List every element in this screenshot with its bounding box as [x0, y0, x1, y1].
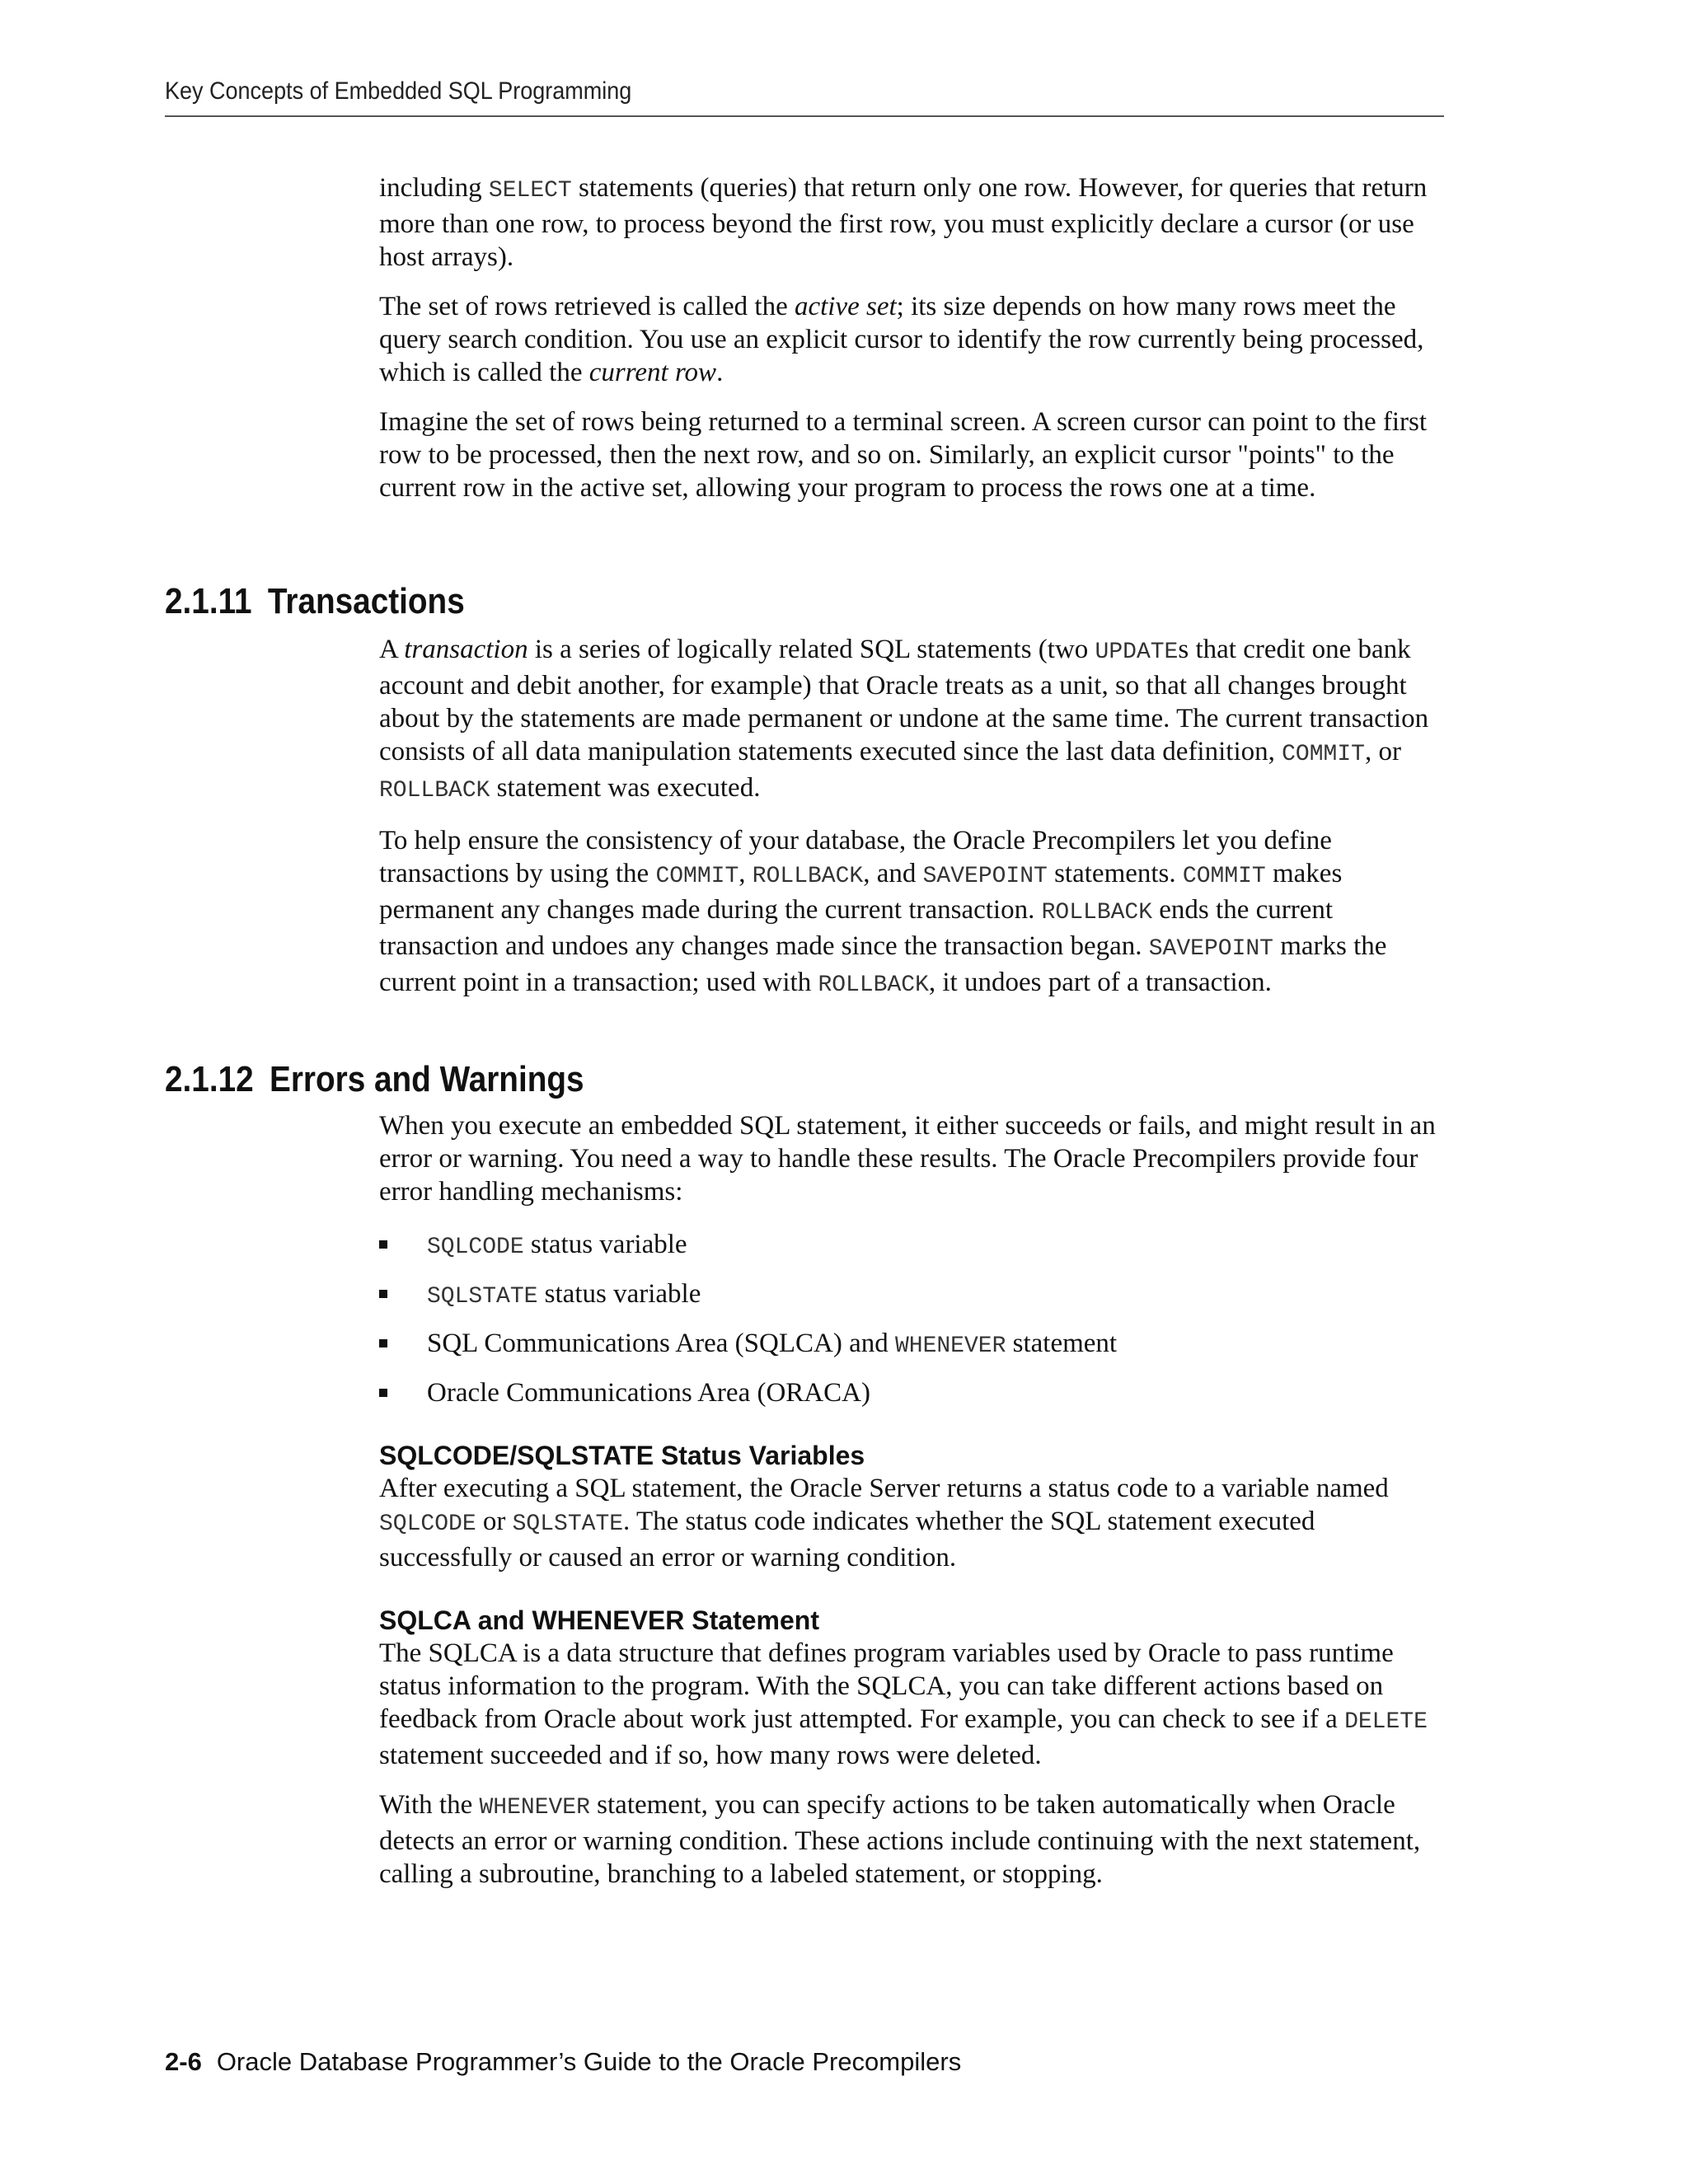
sqlca-paragraph-2: With the WHENEVER statement, you can specify actions to be taken automatically when Oracle detects an error or warning condition. These actions include continuing with the next statement, calling a subroutine, branching to a labeled statement, or stopping.	[379, 1790, 1421, 1889]
code-keyword: SQLSTATE	[427, 1284, 538, 1310]
italic-term: active set	[794, 292, 897, 321]
code-keyword: SQLSTATE	[512, 1511, 624, 1537]
list-item-text: SQLSTATE status variable	[427, 1279, 701, 1310]
code-keyword: COMMIT	[1182, 864, 1266, 889]
bullet-square-icon	[379, 1339, 387, 1347]
errors-paragraph-1: When you execute an embedded SQL statement, it either succeeds or fails, and might result in an error or warning. You need a way to handle these results. The Oracle Precompilers provide four error handling mechanisms:	[379, 1111, 1436, 1207]
error-mechanisms-list	[379, 1228, 1451, 1426]
intro-paragraph-1: including SELECT statements (queries) that return only one row. However, for queries that return more than one row, to process beyond the first row, you must explicitly declare a cursor (or use host arrays).	[379, 173, 1428, 272]
list-item-text: SQLCODE status variable	[427, 1230, 687, 1260]
subheading-sqlca-whenever: SQLCA and WHENEVER Statement	[379, 1605, 819, 1635]
list-item	[379, 1327, 1451, 1376]
bullet-square-icon	[379, 1290, 387, 1298]
code-keyword: UPDATE	[1095, 640, 1179, 665]
code-keyword: SAVEPOINT	[922, 864, 1048, 889]
list-item	[379, 1228, 1451, 1277]
section-heading-transactions	[165, 580, 465, 623]
list-item	[379, 1376, 1451, 1426]
status-variables-paragraph: After executing a SQL statement, the Oracle Server returns a status code to a variable named SQLCODE or SQLSTATE. The status code indicates whether the SQL statement executed successfully or caused an error or warning condition.	[379, 1474, 1389, 1572]
sqlca-paragraph-1: The SQLCA is a data structure that defines program variables used by Oracle to pass runtime status information to the program. With the SQLCA, you can take different actions based on feedback from Oracle about work just attempted. For example, you can check to see if a DELETE statement succeeded and if so, how many rows were deleted.	[379, 1638, 1428, 1770]
book-title: Oracle Database Programmer’s Guide to the Oracle Precompilers	[216, 2047, 962, 2076]
code-keyword: COMMIT	[1282, 742, 1365, 767]
code-keyword: SAVEPOINT	[1148, 936, 1273, 962]
code-keyword: ROLLBACK	[818, 972, 929, 998]
italic-term: current row	[588, 358, 717, 387]
section-title: Errors and Warnings	[270, 1059, 584, 1099]
page-footer	[165, 2047, 961, 2077]
transactions-paragraph-2: To help ensure the consistency of your database, the Oracle Precompilers let you define transactions by using the COMMIT, ROLLBACK, and SAVEPOINT statements. COMMIT makes permanent any changes made during the current transaction. ROLLBACK ends the current transaction and undoes any changes made since the transaction began. SAVEPOINT marks the current point in a transaction; used with ROLLBACK, it undoes part of a transaction.	[379, 826, 1387, 998]
transactions-paragraph-1: A transaction is a series of logically related SQL statements (two UPDATEs that credit one bank account and debit another, for example) that Oracle treats as a unit, so that all changes brought about by the statements are made permanent or undone at the same time. The current transaction consists of all data manipulation statements executed since the last data definition, COMMIT, or ROLLBACK statement was executed.	[379, 635, 1429, 804]
code-keyword: SQLCODE	[379, 1511, 476, 1537]
code-keyword: ROLLBACK	[1041, 900, 1153, 926]
code-keyword: SQLCODE	[427, 1235, 524, 1260]
intro-paragraph-3: Imagine the set of rows being returned to a terminal screen. A screen cursor can point to the first row to be processed, then the next row, and so on. Similarly, an explicit cursor "points" to the current row in the active set, allowing your program to process the rows one at a time.	[379, 407, 1427, 503]
code-keyword: COMMIT	[655, 864, 739, 889]
section-number: 2.1.11	[165, 581, 252, 621]
list-item	[379, 1277, 1451, 1327]
code-keyword: WHENEVER	[894, 1333, 1006, 1359]
running-title: Key Concepts of Embedded SQL Programming	[165, 77, 632, 105]
code-keyword: ROLLBACK	[752, 864, 864, 889]
errors-section	[379, 1109, 1451, 1891]
code-keyword: DELETE	[1344, 1709, 1428, 1735]
section-number: 2.1.12	[165, 1059, 254, 1099]
page-number: 2-6	[165, 2047, 202, 2076]
section-title: Transactions	[267, 581, 465, 621]
subheading-status-variables: SQLCODE/SQLSTATE Status Variables	[379, 1441, 865, 1470]
list-item-text: Oracle Communications Area (ORACA)	[427, 1378, 870, 1408]
code-keyword: ROLLBACK	[379, 778, 490, 804]
intro-paragraph-2: The set of rows retrieved is called the active set; its size depends on how many rows meet the query search condition. You use an explicit cursor to identify the row currently being processed, which is called the current row.	[379, 292, 1424, 387]
section-heading-errors	[165, 1058, 584, 1101]
running-header	[165, 76, 1444, 117]
code-keyword: SELECT	[488, 178, 572, 204]
bullet-square-icon	[379, 1240, 387, 1249]
bullet-square-icon	[379, 1389, 387, 1397]
intro-section	[379, 171, 1451, 504]
transactions-section	[379, 633, 1451, 1002]
italic-term: transaction	[404, 635, 528, 664]
code-keyword: WHENEVER	[479, 1795, 590, 1821]
list-item-text: SQL Communications Area (SQLCA) and WHENEVER statement	[427, 1329, 1118, 1359]
